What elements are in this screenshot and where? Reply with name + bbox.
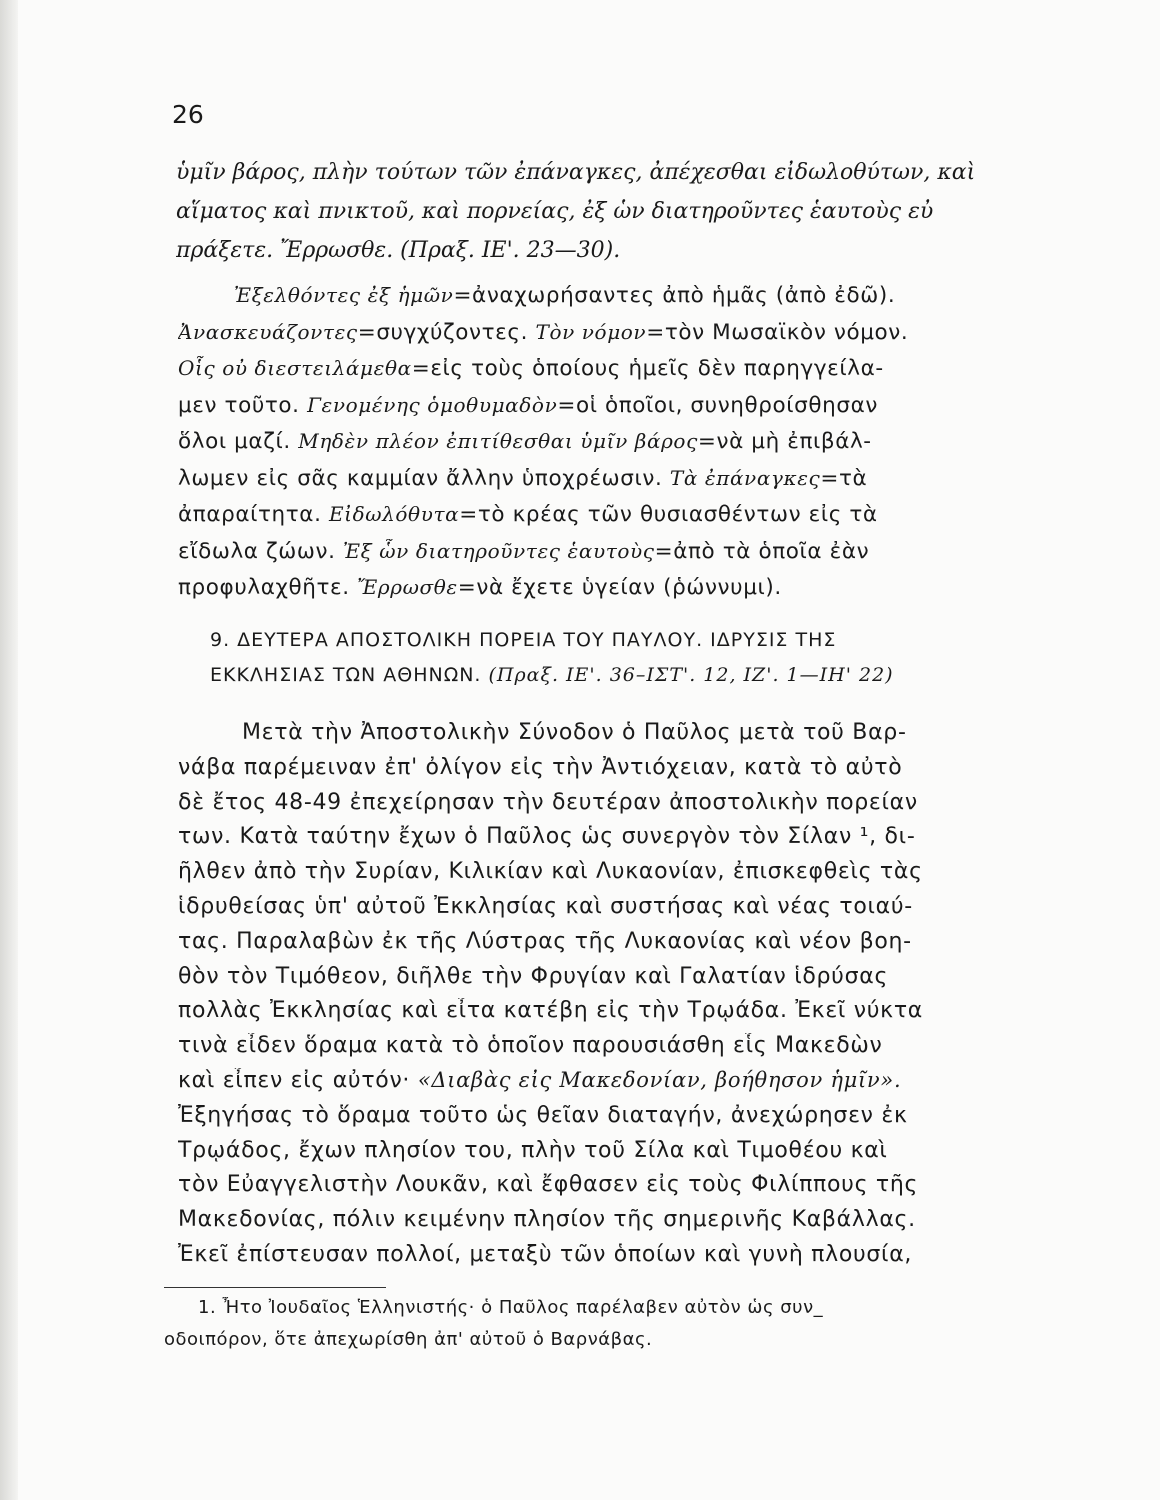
italic-phrase: Τὰ ἐπάναγκες [669,465,821,490]
text-run: =ἀπὸ τὰ ὁποῖα ἐὰν [654,538,870,564]
paragraph-line [178,929,1128,954]
paragraph-line [178,755,1128,780]
paragraph-line [178,1068,1128,1093]
paragraph-line [178,964,1128,989]
paragraph-line [178,894,1128,919]
italic-phrase: Μηδὲν πλέον ἐπιτίθεσθαι ὑμῖν βάρος [298,429,698,453]
text-run: δὲ ἔτος 48-49 ἐπεχείρησαν τὴν δευτέραν ἀποστολικὴν πορείαν [178,789,918,815]
text-run: =νὰ μὴ ἐπιβάλ- [697,429,872,454]
italic-phrase: Ἐξελθόντες ἐξ ἡμῶν [234,283,454,307]
italic-phrase: «Διαβὰς εἰς Μακεδονίαν, βοήθησον ἡμῖν». [417,1068,902,1092]
quote-line: αἵματος καὶ πνικτοῦ, καὶ πορνείας, ἐξ ὧν διατηροῦντες ἑαυτοὺς εὖ [176,199,934,224]
note-line [178,575,1128,600]
paragraph-line [178,1172,1128,1197]
text-run: Μετὰ τὴν Ἀποστολικὴν Σύνοδον ὁ Παῦλος μετὰ τοῦ Βαρ- [242,720,907,745]
text-run: εἴδωλα ζώων. [178,538,343,564]
italic-phrase: Εἰδωλόθυτα [328,502,460,526]
paragraph-line [242,720,1128,745]
text-run: Ἐκεῖ ἐπίστευσαν πολλοί, μεταξὺ τῶν ὁποίων καὶ γυνὴ πλουσία, [178,1242,913,1267]
text-run: μεν τοῦτο. [178,392,308,418]
text-run: =τὸ κρέας τῶν θυσιασθέντων εἰς τὰ [459,502,878,527]
text-run: ἱδρυθείσας ὑπ' αὐτοῦ Ἐκκλησίας καὶ συστήσας καὶ νέας τοιαύ- [178,894,913,919]
note-line [178,429,1128,454]
italic-phrase: Ἔρρωσθε [357,575,458,599]
text-run: =νὰ ἔχετε ὑγείαν (ῥώννυμι). [457,575,782,600]
page-number: 26 [172,100,204,129]
text-run: Μακεδονίας, πόλιν κειμένην πλησίον τῆς σημερινῆς Καβάλλας. [178,1207,916,1233]
italic-phrase: Τὸν νόμον [535,319,647,344]
paragraph-line [178,859,1128,884]
text-run: τὸν Εὐαγγελιστὴν Λουκᾶν, καὶ ἔφθασεν εἰς τοὺς Φιλίππους τῆς [178,1172,919,1198]
text-run: καὶ εἶπεν εἰς αὐτόν· [178,1068,418,1093]
section-heading-reference: (Πραξ. ΙΕ'. 36–ΙΣΤ'. 12, ΙΖ'. 1—ΙΗ' 22) [488,664,894,686]
italic-phrase: Ἀνασκευάζοντες [178,319,358,344]
text-run: =τὸν Μωσαϊκὸν νόμον. [646,319,909,345]
italic-phrase: Γενομένης ὁμοθυμαδὸν [307,392,558,417]
text-run: των. Κατὰ ταύτην ἔχων ὁ Παῦλος ὡς συνεργὸν τὸν Σίλαν ¹, δι- [178,824,916,850]
page-edge-shadow [0,0,18,1500]
text-run: θὸν τὸν Τιμόθεον, διῆλθε τὴν Φρυγίαν καὶ Γαλατίαν ἱδρύσας [178,963,889,989]
paragraph-line [178,1103,1128,1128]
text-run: ῆλθεν ἀπὸ τὴν Συρίαν, Κιλικίαν καὶ Λυκαονίαν, ἐπισκεφθεὶς τὰς [178,859,923,885]
text-run: Ἐξηγήσας τὸ ὅραμα τοῦτο ὡς θεῖαν διαταγήν, ἀνεχώρησεν ἐκ [178,1102,908,1128]
text-run: =οἱ ὁποῖοι, συνηθροίσθησαν [557,392,878,418]
text-run: λωμεν εἰς σᾶς καμμίαν ἄλλην ὑποχρέωσιν. [178,465,670,491]
note-line [178,466,1128,491]
text-run: ὅλοι μαζί. [178,429,299,454]
note-line [178,539,1128,564]
note-line [178,356,1128,381]
paragraph-line [178,824,1128,849]
paragraph-line [178,1138,1128,1163]
italic-phrase: Ἐξ ὧν διατηροῦντες ἑαυτοὺς [342,538,655,563]
section-heading-line-2 [210,664,1110,686]
footnote-line: 1. Ἦτο Ἰουδαῖος Ἑλληνιστής· ὁ Παῦλος παρέλαβεν αὐτὸν ὡς συν_ [198,1297,824,1318]
text-run: πολλὰς Ἐκκλησίας καὶ εἶτα κατέβη εἰς τὴν Τρῳάδα. Ἐκεῖ νύκτα [178,998,923,1024]
text-run: =συγχύζοντες. [357,319,536,345]
paragraph-line [178,790,1128,815]
text-run: τινὰ εἶδεν ὅραμα κατὰ τὸ ὁποῖον παρουσιάσθη εἷς Μακεδὼν [178,1033,883,1059]
footnote-separator [164,1287,386,1288]
section-heading-title: ΕΚΚΛΗΣΙΑΣ ΤΩΝ ΑΘΗΝΩΝ. [210,664,489,686]
note-line [178,502,1128,527]
paragraph-line [178,998,1128,1023]
text-run: =εἰς τοὺς ὁποίους ἡμεῖς δὲν παρηγγείλα- [411,356,884,381]
text-run: =ἀναχωρήσαντες ἀπὸ ἡμᾶς (ἀπὸ ἐδῶ). [453,283,896,308]
quote-line: πράξετε. Ἔρρωσθε. (Πραξ. ΙΕ'. 23—30). [176,238,621,263]
text-run: =τὰ [820,465,868,491]
paragraph-line [178,1207,1128,1232]
text-run: τας. Παραλαβὼν ἐκ τῆς Λύστρας τῆς Λυκαονίας καὶ νέον βοη- [178,928,912,954]
text-run: νάβα παρέμειναν ἐπ' ὀλίγον εἰς τὴν Ἀντιόχειαν, κατὰ τὸ αὐτὸ [178,754,903,780]
section-heading-line-1: 9. ΔΕΥΤΕΡΑ ΑΠΟΣΤΟΛΙΚΗ ΠΟΡΕΙΑ ΤΟΥ ΠΑΥΛΟΥ. ΙΔΡΥΣΙΣ ΤΗΣ [210,629,837,651]
paragraph-line [178,1033,1128,1058]
italic-phrase: Οἷς οὐ διεστειλάμεθα [178,356,412,380]
text-run: Τρῳάδος, ἔχων πλησίον του, πλὴν τοῦ Σίλα καὶ Τιμοθέου καὶ [178,1137,888,1163]
text-run: ἀπαραίτητα. [178,502,329,527]
note-line [178,320,1128,345]
text-run: προφυλαχθῆτε. [178,575,358,600]
footnote-line: οδοιπόρον, ὅτε ἀπεχωρίσθη ἀπ' αὐτοῦ ὁ Βαρνάβας. [164,1329,653,1350]
quote-line: ὑμῖν βάρος, πλὴν τούτων τῶν ἐπάναγκες, ἀπέχεσθαι εἰδωλοθύτων, καὶ [176,160,976,185]
note-line [234,283,1128,308]
paragraph-line [178,1242,1128,1267]
note-line [178,393,1128,418]
